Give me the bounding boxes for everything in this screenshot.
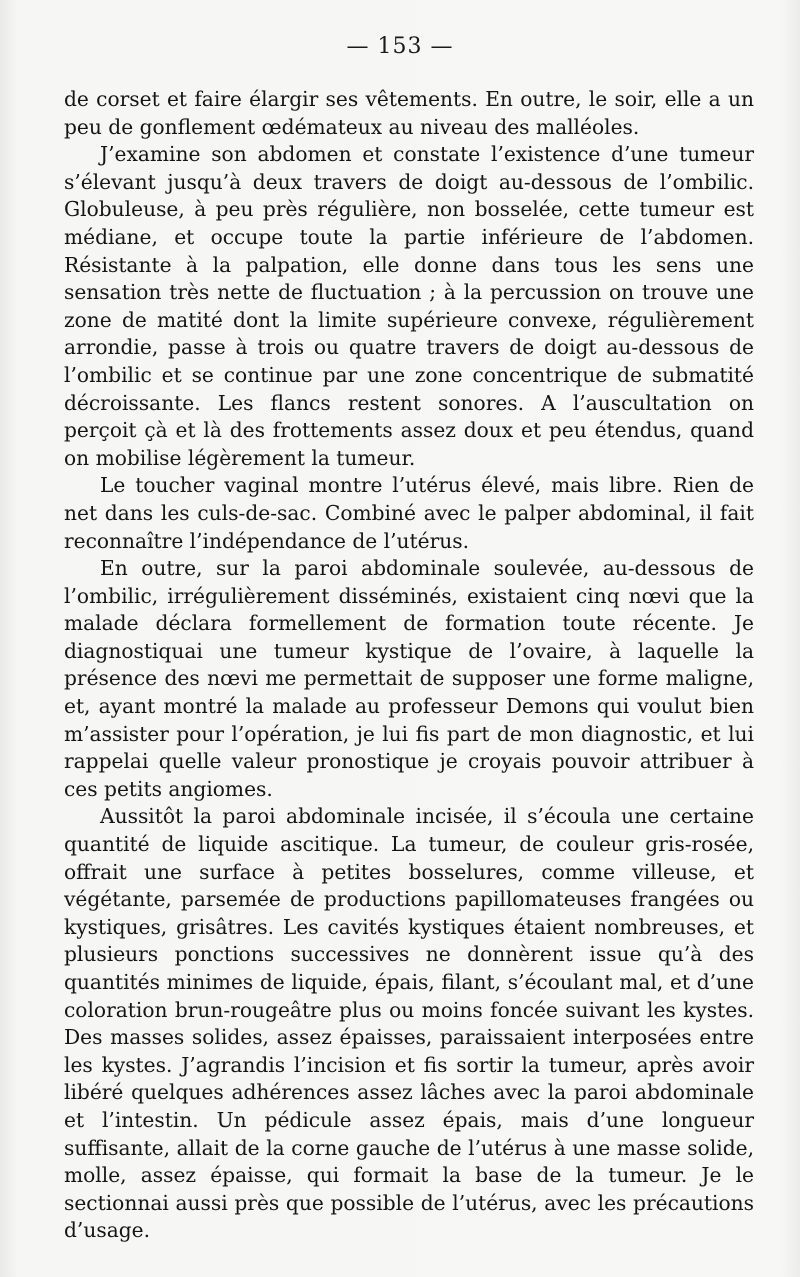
paragraph-4: En outre, sur la paroi abdominale soulevée, au-dessous de l’ombilic, irrégulièrement disséminés, existaient cinq nœvi que la malade déclara formellement de formation toute récente. Je diagnostiquai une tumeur kystique de l’ovaire, à laquelle la présence des nœvi me permettait de supposer une forme maligne, et, ayant montré la malade au professeur Demons qui voulut bien m’assister pour l’opération, je lui fis part de mon diagnostic, et lui rappelai quelle valeur pronostique je croyais pouvoir attribuer à ces petits angiomes. [64, 556, 754, 801]
paragraph-3: Le toucher vaginal montre l’utérus élevé, mais libre. Rien de net dans les culs-de-sac. Combiné avec le palper abdominal, il fait reconnaître l’indépendance de l’utérus. [64, 473, 754, 553]
paragraph-5: Aussitôt la paroi abdominale incisée, il s’écoula une certaine quantité de liquide ascitique. La tumeur, de couleur gris-rosée, offrait une surface à petites bosselures, comme villeuse, et végétante, parsemée de productions papillomateuses frangées ou kystiques, grisâtres. Les cavités kystiques étaient nombreuses, et plusieurs ponctions successives ne donnèrent issue qu’à des quantités minimes de liquide, épais, filant, s’écoulant mal, et d’une coloration brun-rougeâtre plus ou moins foncée suivant les kystes. Des masses solides, assez épaisses, paraissaient interposées entre les kystes. J’agrandis l’incision et fis sortir la tumeur, après avoir libéré quelques adhérences assez lâches avec la paroi abdominale et l’intestin. Un pédicule assez épais, mais d’une longueur suffisante, allait de la corne gauche de l’utérus à une masse solide, molle, assez épaisse, qui formait la base de la tumeur. Je le sectionnai aussi près que possible de l’utérus, avec les précautions d’usage. [64, 804, 754, 1243]
page-number: — 153 — [346, 34, 454, 59]
body-text [64, 86, 754, 1245]
paragraph-1: de corset et faire élargir ses vêtements. En outre, le soir, elle a un peu de gonflement œdémateux au niveau des malléoles. [64, 87, 754, 139]
paragraph-2: J’examine son abdomen et constate l’existence d’une tumeur s’élevant jusqu’à deux travers de doigt au-dessous de l’ombilic. Globuleuse, à peu près régulière, non bosselée, cette tumeur est médiane, et occupe toute la partie inférieure de l’abdomen. Résistante à la palpation, elle donne dans tous les sens une sensation très nette de fluctuation ; à la percussion on trouve une zone de matité dont la limite supérieure convexe, régulièrement arrondie, passe à trois ou quatre travers de doigt au-dessous de l’ombilic et se continue par une zone concentrique de submatité décroissante. Les flancs restent sonores. A l’auscultation on perçoit çà et là des frottements assez doux et peu étendus, quand on mobilise légèrement la tumeur. [64, 142, 754, 470]
